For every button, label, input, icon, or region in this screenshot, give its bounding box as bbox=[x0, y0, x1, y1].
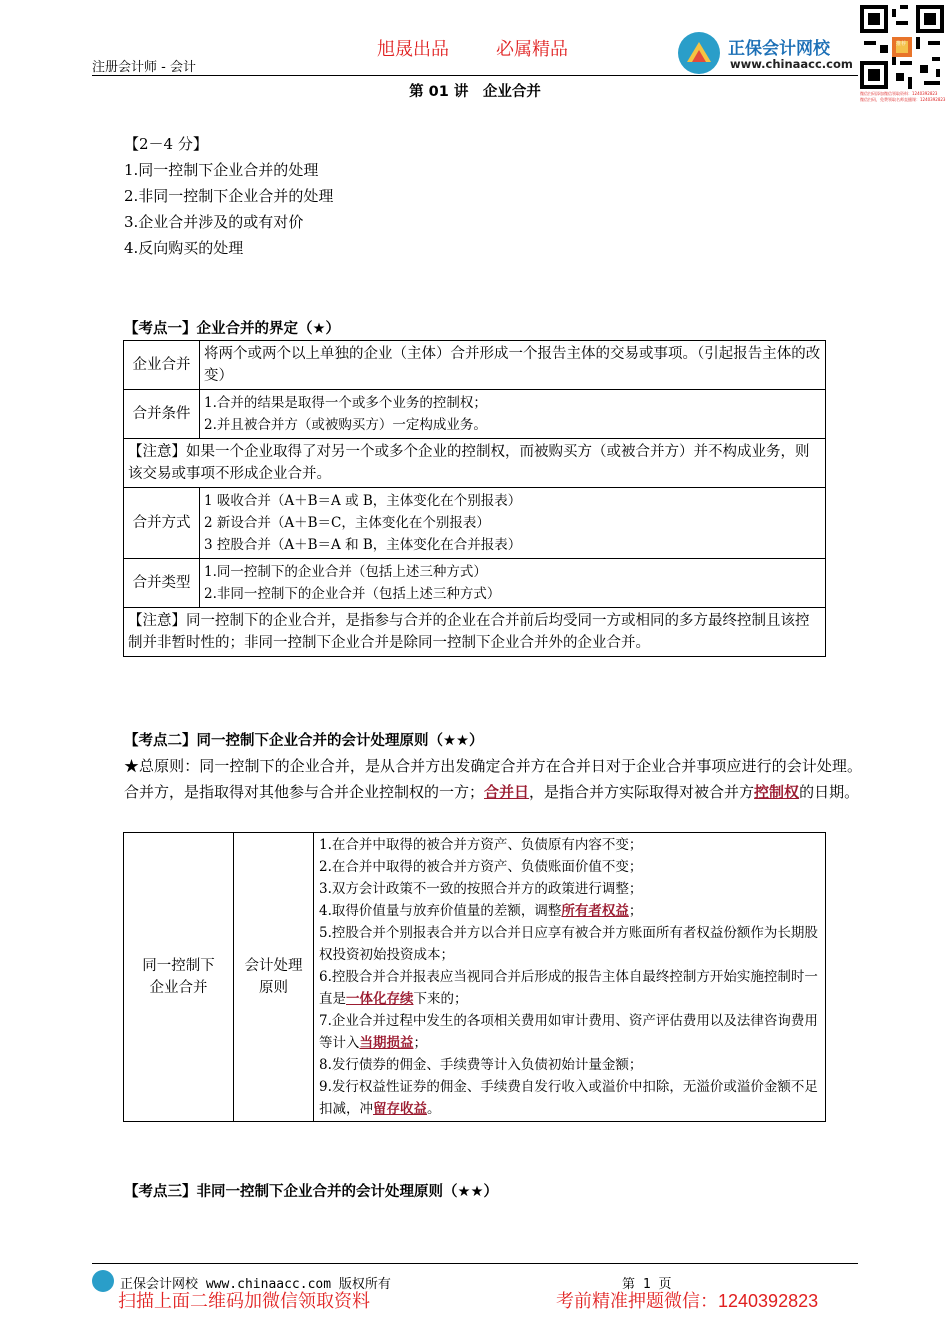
keyword-control: 控制权 bbox=[754, 783, 800, 801]
logo-name: 正保会计网校 bbox=[728, 39, 830, 59]
intro-item: 4.反向购买的处理 bbox=[124, 239, 244, 257]
slogan-left: 旭晟出品 bbox=[377, 39, 449, 60]
page-number: 第 1 页 bbox=[622, 1277, 672, 1292]
keyword-retained-earnings: 留存收益 bbox=[373, 1101, 427, 1117]
logo-icon bbox=[678, 32, 720, 74]
row-label: 企业合并 bbox=[124, 341, 200, 390]
point1-table bbox=[123, 340, 826, 657]
rule-item: 9.发行权益性证券的佣金、手续费自发行收入或溢价中扣除，无溢价或溢价金额不足扣减，冲留存收益。 bbox=[319, 1079, 818, 1117]
keyword-continuity: 一体化存续 bbox=[346, 991, 414, 1007]
principle-text: ，是指合并方实际取得对被合并方 bbox=[529, 783, 755, 801]
intro-item: 3.企业合并涉及的或有对价 bbox=[124, 213, 304, 231]
rule-item: 2.在合并中取得的被合并方资产、负债账面价值不变； bbox=[319, 859, 643, 875]
qr-code-icon bbox=[860, 5, 944, 89]
point3-heading: 【考点三】非同一控制下企业合并的会计处理原则（★★） bbox=[124, 1184, 498, 1200]
table-col2: 会计处理原则 bbox=[234, 833, 314, 1122]
note-cell: 【注意】如果一个企业取得了对另一个或多个企业的控制权，而被购买方（或被合并方）并不构成业务，则该交易或事项不形成企业合并。 bbox=[124, 439, 826, 488]
row-content bbox=[200, 341, 826, 390]
table-row bbox=[124, 559, 826, 608]
row-content bbox=[200, 390, 826, 439]
table-row bbox=[124, 488, 826, 559]
rule-item: 1.在合并中取得的被合并方资产、负债原有内容不变； bbox=[319, 837, 643, 853]
row-line: 3 控股合并（A＋B＝A 和 B，主体变化在合并报表） bbox=[204, 537, 522, 553]
point1-heading: 【考点一】企业合并的界定（★） bbox=[124, 321, 340, 337]
keyword-merge-date: 合并日 bbox=[484, 783, 530, 801]
table-row bbox=[124, 341, 826, 390]
rule-item: 5.控股合并个别报表合并方以合并日应享有被合并方账面所有者权益份额作为长期股权投资初始投资成本； bbox=[319, 925, 818, 963]
principle-text: ★总原则：同一控制下的企业合并，是从合并方出发确定合并方在合并日对于企业合并事项应进行的会计处理。合并方，是指取得对其他参与合并企业控制权的一方； bbox=[124, 757, 862, 801]
row-content bbox=[200, 488, 826, 559]
table-col1: 同一控制下企业合并 bbox=[124, 833, 234, 1122]
slogan-right: 必属精品 bbox=[496, 39, 568, 60]
promo-right-label: 考前精准押题微信： bbox=[556, 1291, 718, 1312]
row-line: 1.合并的结果是取得一个或多个业务的控制权； bbox=[204, 395, 487, 411]
lecture-title: 第 01 讲 企业合并 bbox=[409, 84, 541, 100]
header-divider bbox=[92, 75, 858, 76]
row-line: 1.同一控制下的企业合并（包括上述三种方式） bbox=[204, 564, 487, 580]
row-label: 合并条件 bbox=[124, 390, 200, 439]
table-row bbox=[124, 439, 826, 488]
rule-item: 3.双方会计政策不一致的按照合并方的政策进行调整； bbox=[319, 881, 643, 897]
rule-item: 8.发行债券的佣金、手续费等计入负债初始计量金额； bbox=[319, 1057, 643, 1073]
keyword-equity: 所有者权益 bbox=[561, 903, 629, 919]
table-row bbox=[124, 390, 826, 439]
row-label: 合并方式 bbox=[124, 488, 200, 559]
row-content bbox=[200, 559, 826, 608]
rule-item: 7.企业合并过程中发生的各项相关费用如审计费用、资产评估费用以及法律咨询费用等计入当期损益； bbox=[319, 1013, 818, 1051]
promo-right-phone: 1240392823 bbox=[718, 1291, 819, 1311]
logo-url: www.chinaacc.com bbox=[730, 57, 853, 71]
principle-text: 的日期。 bbox=[799, 783, 860, 801]
row-line: 2.非同一控制下的企业合并（包括上述三种方式） bbox=[204, 586, 501, 602]
qr-badge: 推荐 bbox=[896, 41, 907, 47]
qr-note-1: 微信扫码添加微信领取资料：1240392823 bbox=[860, 91, 938, 96]
score-range: 【2－4 分】 bbox=[124, 135, 208, 153]
footer-divider bbox=[92, 1263, 858, 1264]
promo-right bbox=[556, 1287, 818, 1313]
row-line: 2 新设合并（A＋B＝C，主体变化在个别报表） bbox=[204, 515, 490, 531]
point2-table bbox=[123, 832, 826, 1122]
row-label: 合并类型 bbox=[124, 559, 200, 608]
footer-logo-icon bbox=[92, 1270, 114, 1292]
footer-copyright: 正保会计网校 www.chinaacc.com 版权所有 bbox=[120, 1277, 391, 1292]
qr-note-2: 微信扫码，免费领取名师直播课：1240392823 bbox=[860, 97, 946, 102]
point2-heading: 【考点二】同一控制下企业合并的会计处理原则（★★） bbox=[124, 733, 484, 749]
table-row bbox=[124, 608, 826, 657]
subject-label: 注册会计师 - 会计 bbox=[92, 60, 196, 75]
intro-item: 2.非同一控制下企业合并的处理 bbox=[124, 187, 334, 205]
row-line: 2.并且被合并方（或被购买方）一定构成业务。 bbox=[204, 417, 487, 433]
keyword-profit-loss: 当期损益 bbox=[359, 1035, 414, 1051]
note-cell: 【注意】同一控制下的企业合并，是指参与合并的企业在合并前后均受同一方或相同的多方最终控制且该控制并非暂时性的；非同一控制下企业合并是除同一控制下企业合并外的企业合并。 bbox=[124, 608, 826, 657]
promo-left: 扫描上面二维码加微信领取资料 bbox=[118, 1291, 370, 1312]
rules-cell bbox=[314, 833, 826, 1122]
intro-item: 1.同一控制下企业合并的处理 bbox=[124, 161, 319, 179]
table-row bbox=[124, 833, 826, 1122]
rule-item: 6.控股合并合并报表应当视同合并后形成的报告主体自最终控制方开始实施控制时一直是一体化存续下来的； bbox=[319, 969, 818, 1007]
row-line: 将两个或两个以上单独的企业（主体）合并形成一个报告主体的交易或事项。（引起报告主体的改变） bbox=[204, 346, 821, 384]
rule-item: 4.取得价值量与放弃价值量的差额，调整所有者权益； bbox=[319, 903, 643, 919]
row-line: 1 吸收合并（A＋B＝A 或 B，主体变化在个别报表） bbox=[204, 493, 522, 509]
point2-principle bbox=[124, 753, 862, 805]
